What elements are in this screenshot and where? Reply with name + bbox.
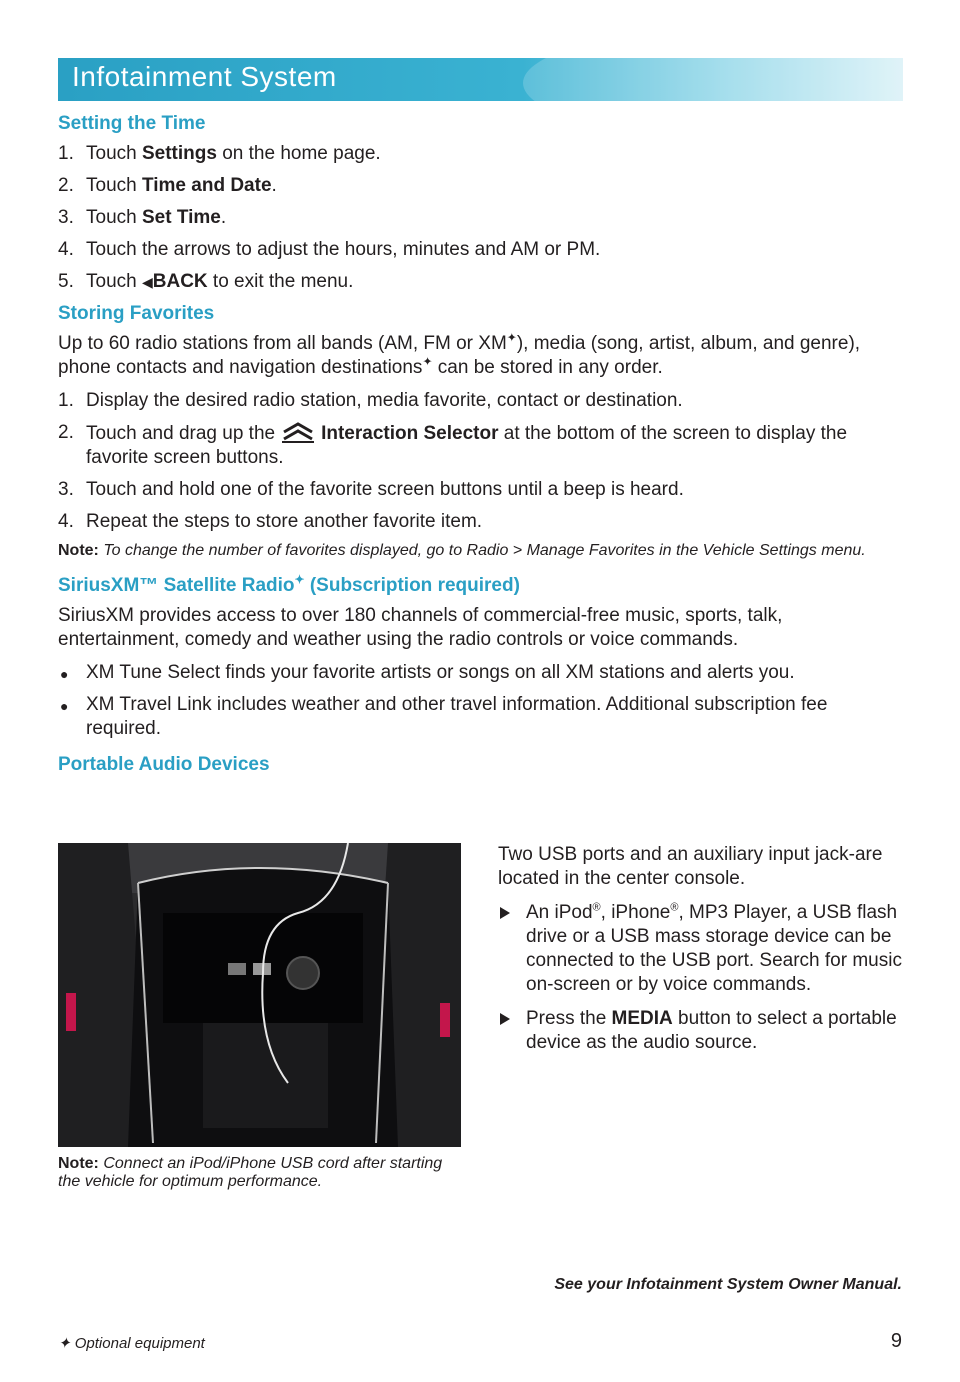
step-number: 4. xyxy=(58,239,74,260)
photo-note xyxy=(58,1155,468,1191)
list-item xyxy=(58,389,903,413)
back-arrow-icon: ◀ xyxy=(141,274,153,290)
list-item xyxy=(58,478,903,502)
item-bold: MEDIA xyxy=(611,1008,673,1029)
heading-portable-audio: Portable Audio Devices xyxy=(58,754,270,775)
portable-audio-text xyxy=(498,843,908,1063)
list-item xyxy=(498,901,908,997)
step-number: 1. xyxy=(58,390,74,411)
optional-star-icon: ✦ xyxy=(58,1335,71,1352)
step-number: 1. xyxy=(58,143,74,164)
optional-star-icon: ✦ xyxy=(294,572,305,587)
step-number: 4. xyxy=(58,511,74,532)
favorites-note xyxy=(58,542,903,560)
step-number: 3. xyxy=(58,479,74,500)
note-text: To change the number of favorites displayed, go to Radio > Manage Favorites in the Vehicle Settings menu. xyxy=(98,542,866,559)
step-number: 2. xyxy=(58,175,74,196)
console-illustration xyxy=(58,843,461,1147)
item-text: button to select a portable device as the audio source. xyxy=(526,1008,897,1053)
step-bold: Settings xyxy=(141,143,217,164)
optional-equipment-footnote xyxy=(58,1334,205,1352)
siriusxm-bullets xyxy=(58,661,903,741)
step-text: Touch xyxy=(86,207,142,228)
siriusxm-intro: SiriusXM provides access to over 180 channels of commercial-free music, sports, talk, entertainment, comedy and weather using the radio controls or voice commands. xyxy=(58,605,783,650)
step-text: Touch and drag up the xyxy=(86,423,276,444)
registered-mark: ® xyxy=(592,901,601,914)
setting-time-steps xyxy=(58,142,903,294)
step-number: 5. xyxy=(58,271,74,292)
registered-mark: ® xyxy=(670,901,679,914)
portable-intro: Two USB ports and an auxiliary input jack-are located in the center console. xyxy=(498,844,883,889)
list-item xyxy=(58,206,903,230)
bullet-icon: ● xyxy=(60,666,69,682)
step-text: on the home page. xyxy=(216,143,381,164)
step-text: . xyxy=(271,175,277,196)
list-item xyxy=(58,142,903,166)
step-text: Touch and hold one of the favorite screen buttons until a beep is heard. xyxy=(86,479,684,500)
note-label: Note: xyxy=(58,542,99,559)
optional-star-icon: ✦ xyxy=(506,330,517,345)
step-text: Touch xyxy=(86,175,142,196)
bullet-text: XM Travel Link includes weather and other travel information. Additional subscription fee required. xyxy=(86,694,828,739)
step-number: 2. xyxy=(58,422,74,443)
item-text: Press the xyxy=(526,1008,612,1029)
triangle-bullet-icon xyxy=(500,1013,510,1025)
step-text: Touch xyxy=(86,271,142,292)
page-title: Infotainment System xyxy=(72,61,337,92)
list-item xyxy=(58,661,903,685)
page-number: 9 xyxy=(890,1330,902,1352)
list-item xyxy=(58,270,903,294)
list-item xyxy=(58,238,903,262)
triangle-bullet-icon xyxy=(500,907,510,919)
heading-text: SiriusXM™ Satellite Radio xyxy=(58,575,295,596)
section-banner xyxy=(58,58,903,101)
center-console-photo xyxy=(58,843,461,1147)
item-text: , MP3 Player, a USB flash drive or a USB mass storage device can be connected to the USB port. Search for music on-screen or by voice commands. xyxy=(526,902,902,995)
heading-storing-favorites: Storing Favorites xyxy=(58,303,215,324)
list-item xyxy=(498,1007,908,1055)
favorites-steps xyxy=(58,389,903,534)
heading-siriusxm xyxy=(58,574,903,598)
main-content xyxy=(58,112,903,783)
step-text: Repeat the steps to store another favorite item. xyxy=(86,511,483,532)
footnote-text: Optional equipment xyxy=(74,1335,205,1352)
step-text: at the bottom of the screen to display the favorite screen buttons. xyxy=(86,423,848,468)
step-text: to exit the menu. xyxy=(207,271,354,292)
text: ), media (song, artist, album, and genre), phone contacts and navigation destinations xyxy=(58,333,861,378)
list-item xyxy=(58,693,903,741)
step-text: Display the desired radio station, media favorite, contact or destination. xyxy=(86,390,683,411)
step-text: . xyxy=(220,207,227,228)
step-bold: Time and Date xyxy=(141,175,272,196)
step-bold: BACK xyxy=(152,271,208,292)
bullet-icon: ● xyxy=(60,698,69,714)
step-number: 3. xyxy=(58,207,74,228)
bullet-text: XM Tune Select finds your favorite artists or songs on all XM stations and alerts you. xyxy=(86,662,795,683)
step-text: Touch xyxy=(86,143,142,164)
list-item xyxy=(58,421,903,470)
favorites-intro xyxy=(58,332,903,380)
text: can be stored in any order. xyxy=(432,357,663,378)
interaction-selector-icon xyxy=(279,421,317,443)
see-manual-reference: See your Infotainment System Owner Manual. xyxy=(554,1276,902,1293)
item-text: An iPod xyxy=(526,902,593,923)
step-bold: Set Time xyxy=(141,207,221,228)
item-text: , iPhone xyxy=(600,902,671,923)
list-item xyxy=(58,174,903,198)
banner-swoosh xyxy=(523,58,903,101)
heading-setting-time: Setting the Time xyxy=(58,113,206,134)
text: Up to 60 radio stations from all bands (AM, FM or XM xyxy=(58,333,507,354)
optional-star-icon: ✦ xyxy=(422,354,433,369)
step-text: Touch the arrows to adjust the hours, minutes and AM or PM. xyxy=(86,239,601,260)
step-bold: Interaction Selector xyxy=(321,423,499,444)
note-text: Connect an iPod/iPhone USB cord after starting the vehicle for optimum performance. xyxy=(58,1155,443,1190)
heading-text: (Subscription required) xyxy=(304,575,520,596)
note-label: Note: xyxy=(58,1155,99,1172)
list-item xyxy=(58,510,903,534)
